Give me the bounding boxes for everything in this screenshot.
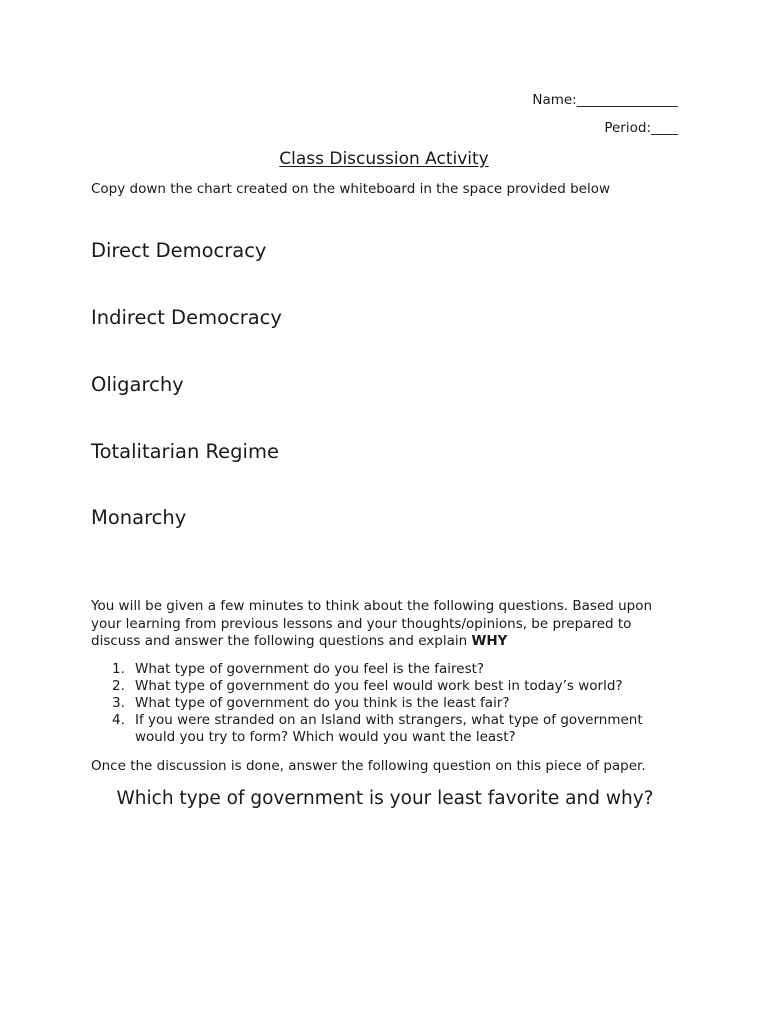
intro-paragraph (91, 598, 681, 651)
question-text: What type of government do you think is the least fair? (135, 695, 510, 711)
question-number: 3. (112, 695, 125, 711)
list-item (91, 695, 671, 712)
list-item (91, 712, 671, 746)
instruction-text: Copy down the chart created on the whiteboard in the space provided below (91, 181, 610, 197)
government-type-indirect-democracy: Indirect Democracy (91, 306, 282, 329)
question-number: 4. (112, 712, 125, 728)
government-type-totalitarian-regime: Totalitarian Regime (91, 440, 279, 463)
government-type-oligarchy: Oligarchy (91, 373, 184, 396)
closing-instruction: Once the discussion is done, answer the following question on this piece of paper. (91, 758, 646, 774)
intro-emphasis: WHY (471, 633, 508, 649)
government-type-direct-democracy: Direct Democracy (91, 239, 267, 262)
question-text: What type of government do you feel is the fairest? (135, 661, 485, 677)
list-item (91, 678, 671, 695)
list-item (91, 661, 671, 678)
page-title: Class Discussion Activity (279, 149, 489, 169)
question-text: What type of government do you feel would work best in today’s world? (135, 678, 623, 694)
period-field-line: Period:____ (604, 120, 678, 136)
question-text: If you were stranded on an Island with strangers, what type of government would you try to form? Which would you want the least? (135, 712, 643, 745)
name-field-line: Name:_______________ (532, 92, 678, 108)
government-type-monarchy: Monarchy (91, 506, 187, 529)
question-list (91, 661, 671, 746)
question-number: 1. (112, 661, 125, 677)
question-number: 2. (112, 678, 125, 694)
final-question: Which type of government is your least favorite and why? (116, 788, 654, 809)
intro-text: You will be given a few minutes to think about the following questions. Based upon your learning from previous lessons and your thoughts/opinions, be prepared to discuss and answer the following questions and explain (91, 598, 653, 649)
